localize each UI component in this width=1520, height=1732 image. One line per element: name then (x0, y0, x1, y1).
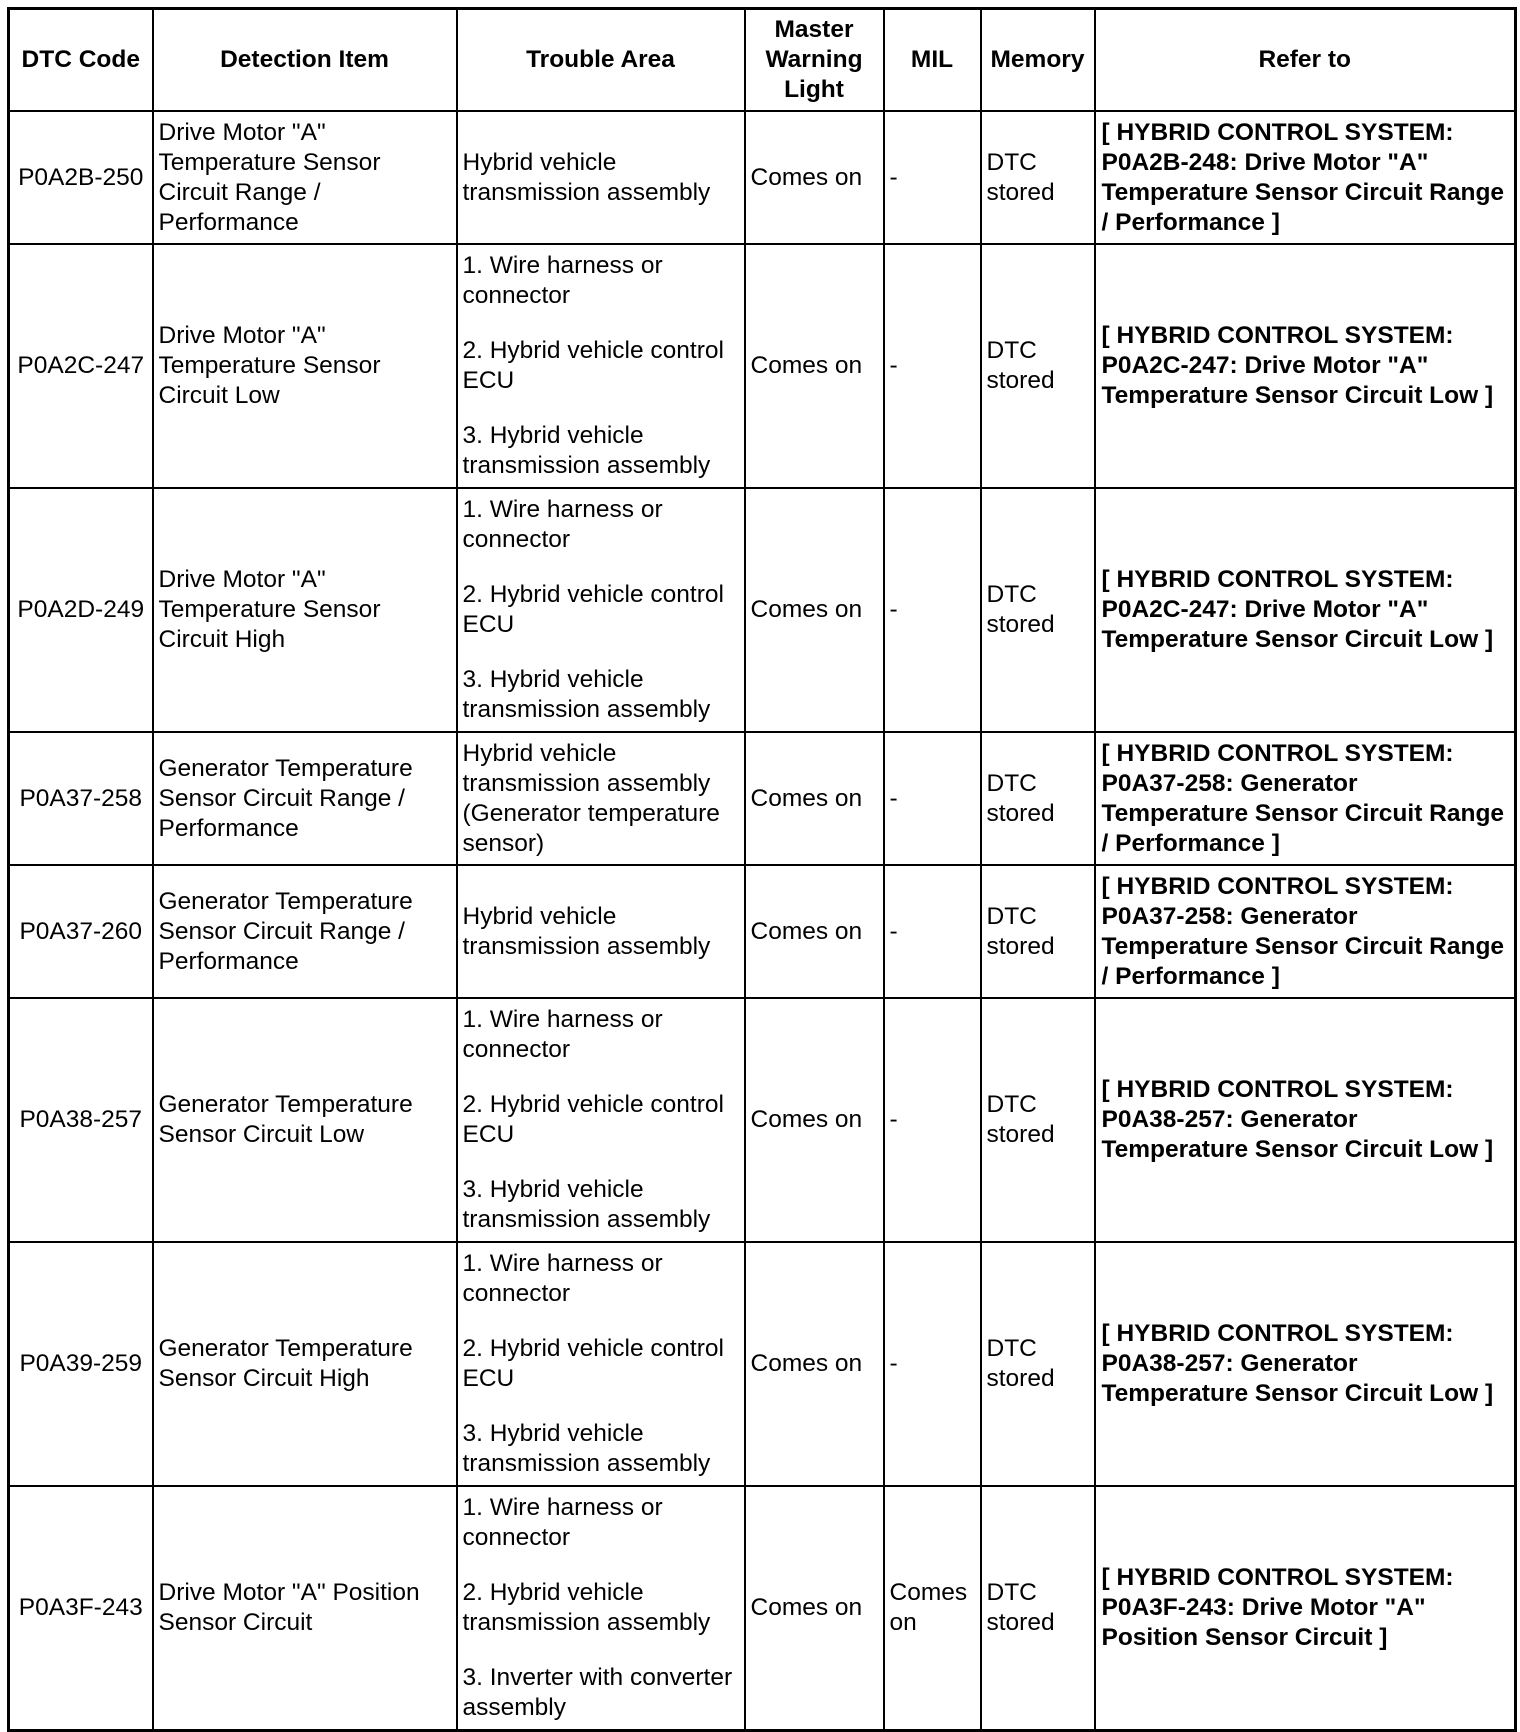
table-body (9, 111, 1516, 1730)
master-warning-light-cell: Comes on (745, 244, 884, 488)
detection-item-cell: Drive Motor "A" Position Sensor Circuit (153, 1486, 457, 1730)
mil-cell: - (884, 732, 981, 865)
trouble-area-item: 2. Hybrid vehicle control ECU (462, 581, 724, 638)
memory-cell: DTC stored (981, 1486, 1095, 1730)
refer-to-cell: [ HYBRID CONTROL SYSTEM: P0A38-257: Generator Temperature Sensor Circuit Low ] (1095, 1242, 1516, 1486)
header-refer-to: Refer to (1095, 9, 1516, 112)
trouble-area-cell (457, 732, 745, 865)
dtc-code-cell: P0A3F-243 (9, 1486, 153, 1730)
trouble-area-item: 1. Wire harness or connector (462, 1250, 663, 1307)
trouble-area-item: 1. Wire harness or connector (462, 496, 663, 553)
trouble-area-item: 1. Wire harness or connector (462, 1006, 663, 1063)
refer-to-cell: [ HYBRID CONTROL SYSTEM: P0A3F-243: Drive Motor "A" Position Sensor Circuit ] (1095, 1486, 1516, 1730)
trouble-area-item: Hybrid vehicle transmission assembly (Generator temperature sensor) (462, 739, 720, 857)
header-memory: Memory (981, 9, 1095, 112)
trouble-area-cell (457, 1486, 745, 1730)
master-warning-light-cell: Comes on (745, 732, 884, 865)
refer-to-cell: [ HYBRID CONTROL SYSTEM: P0A2C-247: Drive Motor "A" Temperature Sensor Circuit Low ] (1095, 488, 1516, 732)
trouble-area-cell (457, 865, 745, 998)
header-master-warning-light: Master Warning Light (745, 9, 884, 112)
trouble-area-item: 2. Hybrid vehicle transmission assembly (462, 1578, 711, 1636)
dtc-code-cell: P0A37-258 (9, 732, 153, 865)
table-row (9, 1242, 1516, 1486)
mil-cell: - (884, 998, 981, 1242)
trouble-area-item: 2. Hybrid vehicle control ECU (462, 337, 724, 394)
memory-cell: DTC stored (981, 998, 1095, 1242)
detection-item-cell: Generator Temperature Sensor Circuit Low (153, 998, 457, 1242)
mil-cell: - (884, 1242, 981, 1486)
refer-to-cell: [ HYBRID CONTROL SYSTEM: P0A38-257: Generator Temperature Sensor Circuit Low ] (1095, 998, 1516, 1242)
table-row (9, 111, 1516, 244)
master-warning-light-cell: Comes on (745, 1242, 884, 1486)
memory-cell: DTC stored (981, 111, 1095, 244)
master-warning-light-cell: Comes on (745, 998, 884, 1242)
mil-cell: Comes on (884, 1486, 981, 1730)
refer-to-cell: [ HYBRID CONTROL SYSTEM: P0A2C-247: Drive Motor "A" Temperature Sensor Circuit Low ] (1095, 244, 1516, 488)
trouble-area-item: 2. Hybrid vehicle control ECU (462, 1335, 724, 1392)
detection-item-cell: Drive Motor "A" Temperature Sensor Circuit Low (153, 244, 457, 488)
table-row (9, 1486, 1516, 1730)
table-row (9, 488, 1516, 732)
header-mil: MIL (884, 9, 981, 112)
refer-to-cell: [ HYBRID CONTROL SYSTEM: P0A37-258: Generator Temperature Sensor Circuit Range / Performance ] (1095, 732, 1516, 865)
dtc-code-cell: P0A37-260 (9, 865, 153, 998)
memory-cell: DTC stored (981, 732, 1095, 865)
detection-item-cell: Generator Temperature Sensor Circuit Range / Performance (153, 865, 457, 998)
table-row (9, 244, 1516, 488)
memory-cell: DTC stored (981, 865, 1095, 998)
header-row (9, 9, 1516, 112)
trouble-area-item: 3. Hybrid vehicle transmission assembly (462, 666, 711, 723)
table-row (9, 998, 1516, 1242)
refer-to-cell: [ HYBRID CONTROL SYSTEM: P0A37-258: Generator Temperature Sensor Circuit Range / Performance ] (1095, 865, 1516, 998)
detection-item-cell: Generator Temperature Sensor Circuit Range / Performance (153, 732, 457, 865)
mil-cell: - (884, 865, 981, 998)
trouble-area-item: 1. Wire harness or connector (462, 1493, 663, 1551)
header-trouble-area: Trouble Area (457, 9, 745, 112)
master-warning-light-cell: Comes on (745, 488, 884, 732)
header-detection-item: Detection Item (153, 9, 457, 112)
table-header (9, 9, 1516, 112)
trouble-area-cell (457, 111, 745, 244)
dtc-code-cell: P0A2C-247 (9, 244, 153, 488)
master-warning-light-cell: Comes on (745, 865, 884, 998)
detection-item-cell: Drive Motor "A" Temperature Sensor Circuit Range / Performance (153, 111, 457, 244)
mil-cell: - (884, 488, 981, 732)
trouble-area-item: 3. Hybrid vehicle transmission assembly (462, 1176, 711, 1233)
mil-cell: - (884, 111, 981, 244)
detection-item-cell: Drive Motor "A" Temperature Sensor Circuit High (153, 488, 457, 732)
trouble-area-item: 1. Wire harness or connector (462, 252, 663, 309)
mil-cell: - (884, 244, 981, 488)
trouble-area-cell (457, 244, 745, 488)
trouble-area-item: Hybrid vehicle transmission assembly (462, 148, 711, 206)
trouble-area-item: 2. Hybrid vehicle control ECU (462, 1091, 724, 1148)
trouble-area-item: 3. Hybrid vehicle transmission assembly (462, 422, 711, 479)
trouble-area-cell (457, 1242, 745, 1486)
dtc-code-cell: P0A2B-250 (9, 111, 153, 244)
memory-cell: DTC stored (981, 1242, 1095, 1486)
dtc-code-cell: P0A39-259 (9, 1242, 153, 1486)
table-row (9, 865, 1516, 998)
trouble-area-item: Hybrid vehicle transmission assembly (462, 902, 711, 960)
dtc-code-cell: P0A2D-249 (9, 488, 153, 732)
dtc-table (7, 7, 1517, 1732)
refer-to-cell: [ HYBRID CONTROL SYSTEM: P0A2B-248: Drive Motor "A" Temperature Sensor Circuit Range / Performance ] (1095, 111, 1516, 244)
memory-cell: DTC stored (981, 488, 1095, 732)
dtc-code-cell: P0A38-257 (9, 998, 153, 1242)
trouble-area-item: 3. Inverter with converter assembly (462, 1663, 733, 1721)
trouble-area-cell (457, 998, 745, 1242)
dtc-table-wrapper (7, 7, 1517, 1732)
master-warning-light-cell: Comes on (745, 1486, 884, 1730)
memory-cell: DTC stored (981, 244, 1095, 488)
master-warning-light-cell: Comes on (745, 111, 884, 244)
table-row (9, 732, 1516, 865)
trouble-area-item: 3. Hybrid vehicle transmission assembly (462, 1420, 711, 1477)
header-dtc-code: DTC Code (9, 9, 153, 112)
detection-item-cell: Generator Temperature Sensor Circuit High (153, 1242, 457, 1486)
trouble-area-cell (457, 488, 745, 732)
